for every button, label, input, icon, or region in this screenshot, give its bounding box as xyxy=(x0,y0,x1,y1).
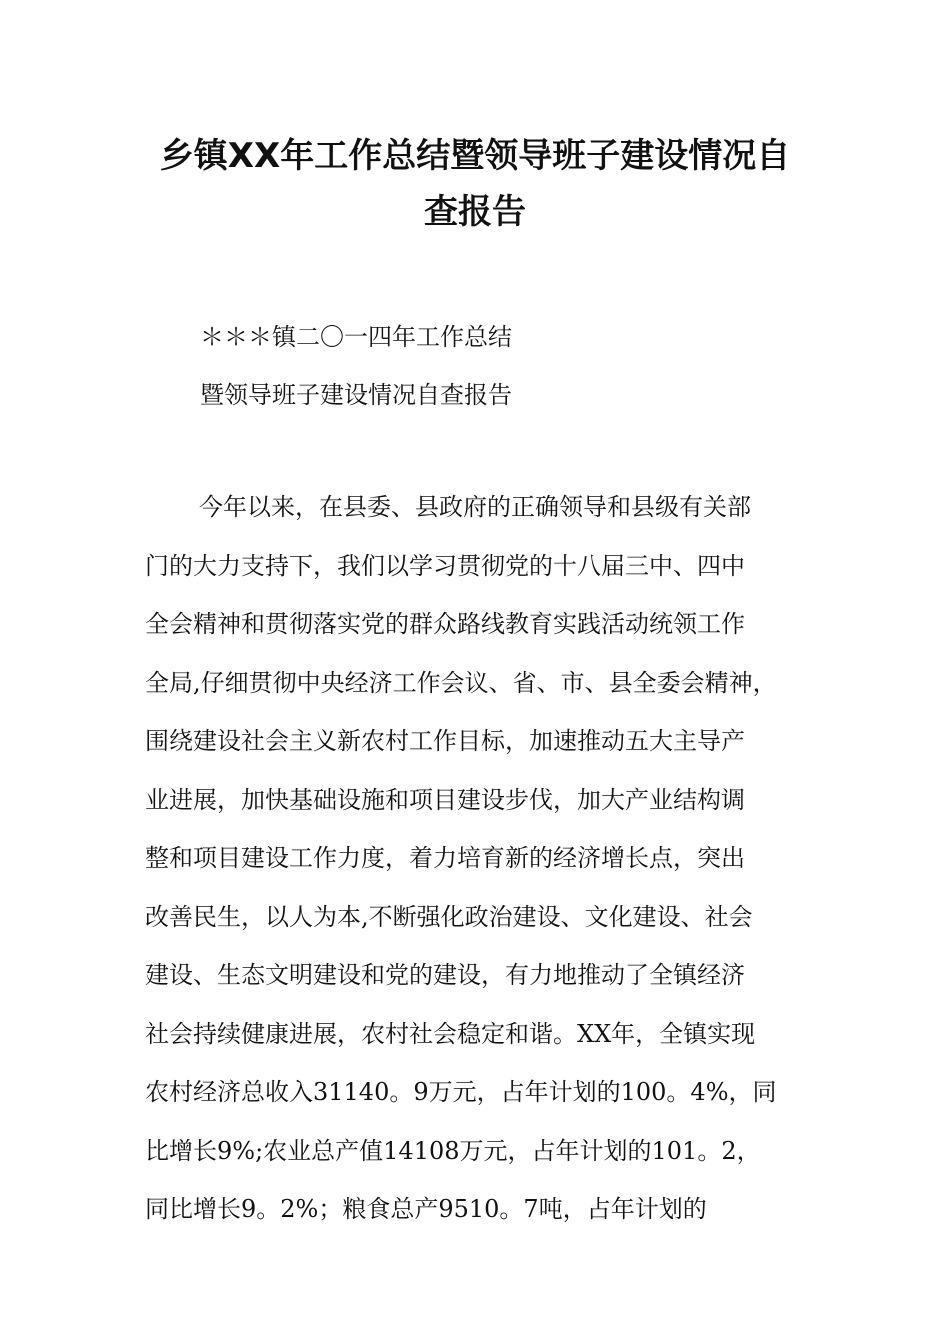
subtitle-line-2: 暨领导班子建设情况自查报告 xyxy=(200,381,512,409)
body-line: 业进展，加快基础设施和项目建设步伐，加大产业结构调 xyxy=(145,785,745,814)
body-line: 整和项目建设工作力度，着力培育新的经济增长点，突出 xyxy=(145,844,745,872)
subtitle-line-1: ＊＊＊镇二〇一四年工作总结 xyxy=(200,323,512,351)
body-line: 改善民生，以人为本,不断强化政治建设、文化建设、社会 xyxy=(145,902,753,931)
body-line: 社会持续健康进展，农村社会稳定和谐。XX年，全镇实现 xyxy=(145,1019,756,1048)
title-line-2: 查报告 xyxy=(424,192,526,232)
body-paragraph xyxy=(145,490,825,1251)
body-line: 全局,仔细贯彻中央经济工作会议、省、市、县全委会精神， xyxy=(145,668,777,697)
body-line: 农村经济总收入31140。9万元，占年计划的100。4%，同 xyxy=(145,1078,777,1106)
body-line: 同比增长9。2%；粮食总产9510。7吨，占年计划的 xyxy=(145,1195,707,1223)
body-line: 今年以来，在县委、县政府的正确领导和县级有关部 xyxy=(199,493,751,521)
body-line: 比增长9%;农业总产值14108万元，占年计划的101。2， xyxy=(145,1136,761,1165)
document-title xyxy=(0,128,950,240)
body-line: 全会精神和贯彻落实党的群众路线教育实践活动统领工作 xyxy=(145,610,745,638)
body-line: 门的大力支持下，我们以学习贯彻党的十八届三中、四中 xyxy=(145,551,745,580)
body-line: 围绕建设社会主义新农村工作目标，加速推动五大主导产 xyxy=(145,727,745,755)
title-line-1: 乡镇XX年工作总结暨领导班子建设情况自 xyxy=(159,136,791,176)
body-line: 建设、生态文明建设和党的建设，有力地推动了全镇经济 xyxy=(145,961,745,989)
